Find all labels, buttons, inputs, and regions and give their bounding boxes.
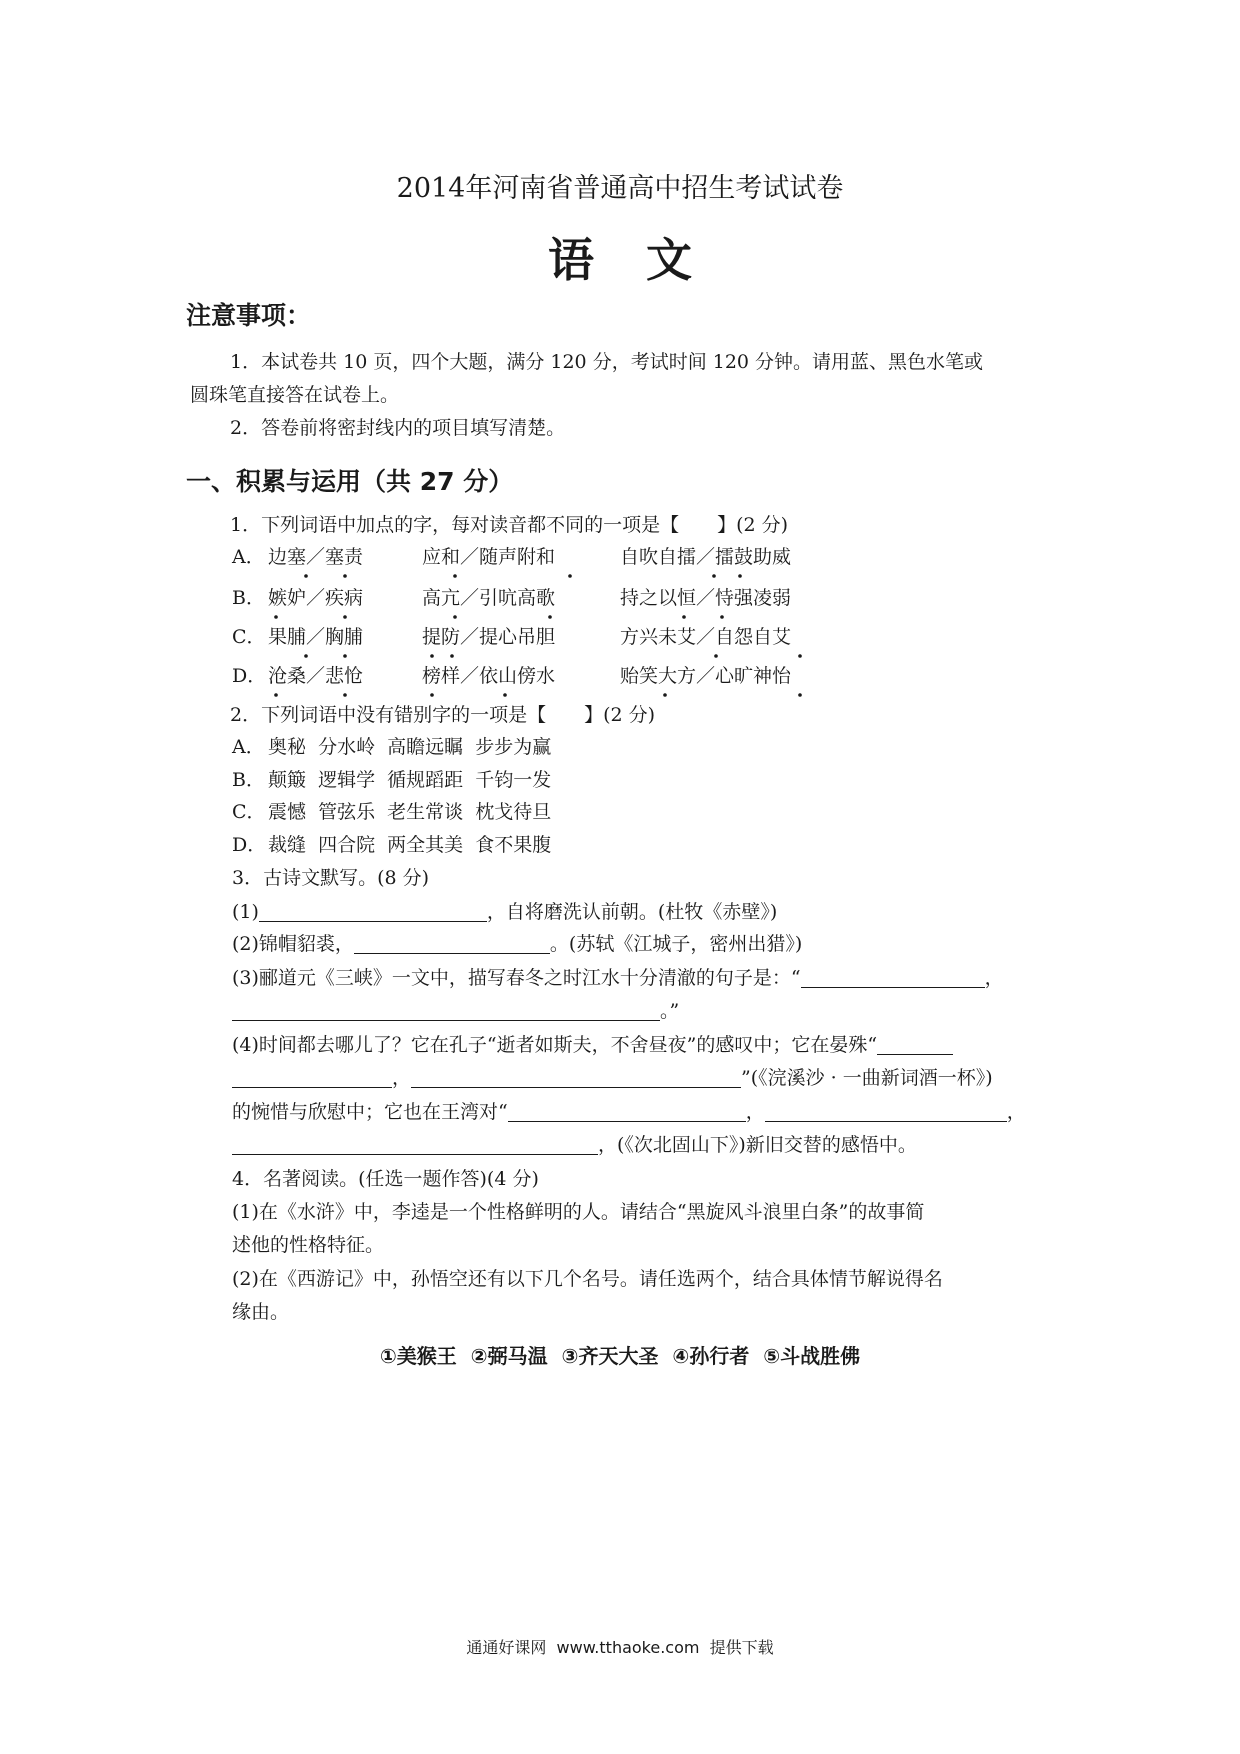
q2-option-letter: A． [232, 736, 265, 758]
q2-stem: 2．下列词语中没有错别字的一项是【 】(2 分) [230, 704, 656, 726]
q3-part-4-comma: ， [745, 1101, 765, 1123]
emphasis-dot [304, 574, 308, 578]
answer-blank[interactable] [354, 935, 550, 954]
emphasis-dot [503, 693, 507, 697]
answer-blank[interactable] [259, 903, 487, 922]
q4-part-1-line-1: (1)在《水浒》中，李逵是一个性格鲜明的人。请结合“黑旋风斗浪里白条”的故事简 [232, 1201, 925, 1223]
q1-option-group: 边塞／塞责 [268, 546, 364, 568]
q3-part-3-line-1 [232, 969, 1004, 988]
answer-blank[interactable] [232, 1002, 660, 1021]
q1-option-group: 果脯／胸脯 [268, 626, 364, 648]
q2-option-letter: D． [232, 834, 267, 856]
notice-item-1-line-1: 1．本试卷共 10 页，四个大题，满分 120 分，考试时间 120 分钟。请用蓝、黑色水笔或 [230, 351, 984, 373]
q4-part-1-line-2: 述他的性格特征。 [232, 1234, 385, 1256]
q2-option-d [232, 836, 551, 855]
monkey-king-names: ①美猴王 ②弼马温 ③齐天大圣 ④孙行者 ⑤斗战胜佛 [379, 1344, 861, 1368]
q3-part-4-line-4 [232, 1136, 917, 1155]
q2-option-b [232, 771, 551, 790]
q2-option-text: 奥秘 分水岭 高瞻远瞩 步步为赢 [268, 736, 552, 758]
q3-stem: 3．古诗文默写。(8 分) [232, 867, 430, 889]
q1-option-group: 沧桑／悲怆 [268, 665, 364, 687]
q3-part-4-comma: ， [1006, 1101, 1026, 1123]
q2-option-c [232, 803, 551, 822]
q3-part-1-text: ，自将磨洗认前朝。(杜牧《赤壁》) [486, 901, 778, 923]
emphasis-dot [343, 574, 347, 578]
emphasis-dot [712, 574, 716, 578]
notice-heading: 注意事项： [186, 301, 312, 330]
section-1-heading: 一、积累与运用（共 27 分） [186, 467, 514, 496]
q1-option-group: 持之以恒／恃强凌弱 [620, 587, 792, 609]
notice-item-2: 2．答卷前将密封线内的项目填写清楚。 [230, 417, 566, 439]
q4-stem: 4．名著阅读。(任选一题作答)(4 分) [232, 1168, 539, 1190]
emphasis-dot [453, 574, 457, 578]
q3-part-2-source: 。(苏轼《江城子，密州出猎》) [549, 933, 803, 955]
emphasis-dot [343, 693, 347, 697]
q4-part-2-line-1: (2)在《西游记》中，孙悟空还有以下几个名号。请任选两个，结合具体情节解说得名 [232, 1268, 943, 1290]
emphasis-dot [682, 615, 686, 619]
q1-option-group: 提防／提心吊胆 [422, 626, 556, 648]
q3-part-4-text: 的惋惜与欣慰中；它也在王湾对“ [232, 1101, 508, 1123]
q1-option-letter: C． [232, 626, 266, 648]
emphasis-dot [714, 654, 718, 658]
q3-part-4-text: (4)时间都去哪儿了？它在孔子“逝者如斯夫，不舍昼夜”的感叹中；它在晏殊“ [232, 1034, 878, 1056]
answer-blank[interactable] [877, 1036, 953, 1055]
answer-blank[interactable] [801, 969, 985, 988]
emphasis-dot [738, 574, 742, 578]
answer-blank[interactable] [232, 1136, 598, 1155]
q3-part-4-source: ”(《浣溪沙 · 一曲新词酒一杯》) [741, 1067, 993, 1089]
q3-part-3-text: (3)郦道元《三峡》一文中，描写春冬之时江水十分清澈的句子是：“ [232, 967, 801, 989]
q3-part-2-lead: (2)锦帽貂裘， [232, 933, 354, 955]
q1-option-group: 应和／随声附和 [422, 546, 556, 568]
q3-part-3-line-2 [232, 1002, 679, 1021]
q2-option-letter: B． [232, 769, 265, 791]
q3-part-4-source: (《次北固山下》)新旧交替的感悟中。 [617, 1134, 917, 1156]
q1-option-group: 榜样／依山傍水 [422, 665, 556, 687]
emphasis-dot [720, 615, 724, 619]
q1-option-group: 高亢／引吭高歌 [422, 587, 556, 609]
page-footer: 通通好课网 www.tthaoke.com 提供下载 [466, 1638, 774, 1657]
q3-part-4-line-1 [232, 1036, 953, 1055]
emphasis-dot [663, 693, 667, 697]
emphasis-dot [343, 615, 347, 619]
emphasis-dot [798, 693, 802, 697]
q3-part-1 [232, 903, 777, 922]
emphasis-dot [568, 574, 572, 578]
q2-option-text: 颠簸 逻辑学 循规蹈距 千钧一发 [268, 769, 552, 791]
emphasis-dot [304, 654, 308, 658]
q3-part-3-end: 。” [660, 1000, 680, 1022]
q1-option-letter: B． [232, 587, 265, 609]
q3-part-4-comma: ， [598, 1134, 618, 1156]
q1-option-group: 贻笑大方／心旷神怡 [620, 665, 792, 687]
emphasis-dot [450, 654, 454, 658]
q1-option-letter: A． [232, 546, 265, 568]
q3-part-4-line-3 [232, 1103, 1026, 1122]
exam-title: 2014年河南省普通高中招生考试试卷 [396, 173, 844, 204]
emphasis-dot [430, 693, 434, 697]
emphasis-dot [274, 615, 278, 619]
q1-option-group: 嫉妒／疾病 [268, 587, 364, 609]
emphasis-dot [453, 615, 457, 619]
q2-option-text: 裁缝 四合院 两全其美 食不果腹 [268, 834, 552, 856]
answer-blank[interactable] [411, 1069, 741, 1088]
emphasis-dot [548, 615, 552, 619]
q1-stem: 1．下列词语中加点的字，每对读音都不同的一项是【 】(2 分) [230, 514, 789, 536]
q3-part-2 [232, 935, 802, 954]
q3-part-1-number: (1) [232, 901, 259, 923]
answer-blank[interactable] [232, 1069, 392, 1088]
emphasis-dot [430, 654, 434, 658]
q3-part-3-comma: ， [984, 967, 1004, 989]
q3-part-4-line-2 [232, 1069, 993, 1088]
q2-option-text: 震憾 管弦乐 老生常谈 枕戈待旦 [268, 801, 552, 823]
notice-item-1-line-2: 圆珠笔直接答在试卷上。 [190, 384, 400, 406]
q2-option-letter: C． [232, 801, 266, 823]
subject-title: 语文 [548, 233, 744, 287]
answer-blank[interactable] [765, 1103, 1007, 1122]
emphasis-dot [343, 654, 347, 658]
emphasis-dot [274, 693, 278, 697]
answer-blank[interactable] [508, 1103, 746, 1122]
q4-part-2-line-2: 缘由。 [232, 1301, 290, 1323]
q1-option-group: 自吹自擂／擂鼓助威 [620, 546, 792, 568]
q2-option-a [232, 738, 551, 757]
q1-option-letter: D． [232, 665, 267, 687]
q3-part-4-comma: ， [392, 1067, 412, 1089]
q1-option-group: 方兴未艾／自怨自艾 [620, 626, 792, 648]
emphasis-dot [798, 654, 802, 658]
